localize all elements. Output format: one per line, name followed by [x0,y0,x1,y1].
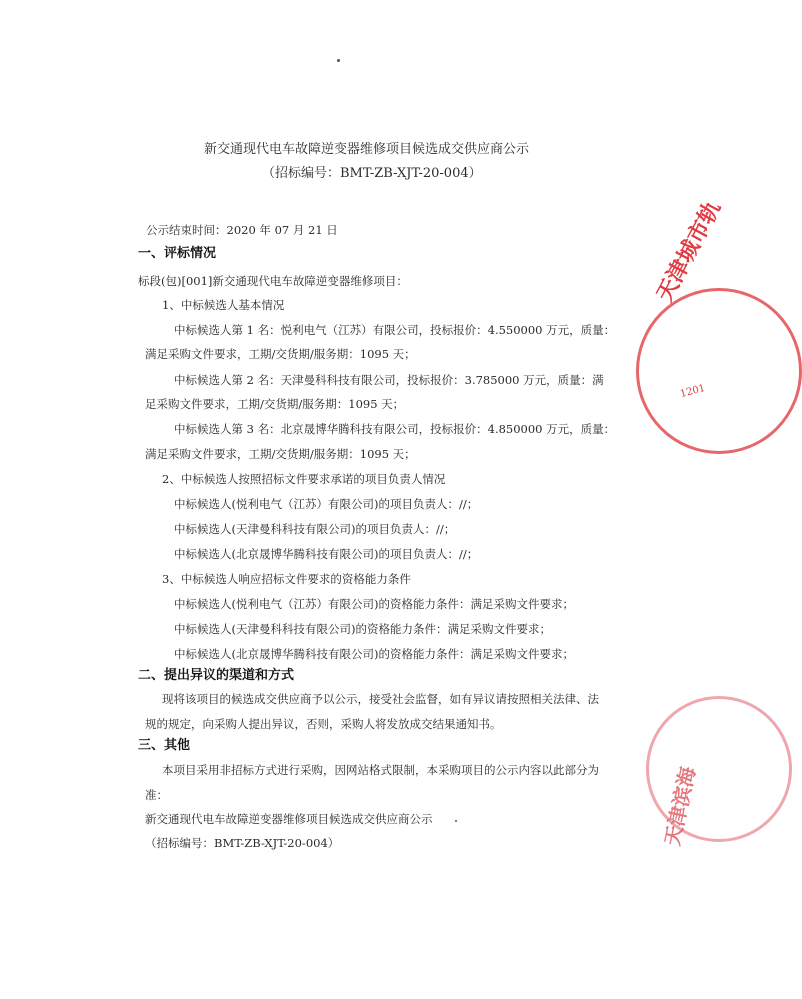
subsection-heading-qualifications: 3、中标候选人响应招标文件要求的资格能力条件 [162,572,411,586]
candidate-3-line-1: 中标候选人第 3 名：北京晟博华腾科技有限公司，投标报价：4.850000 万元，质量： [174,422,616,436]
project-lead-row-1: 中标候选人(悦利电气（江苏）有限公司)的项目负责人：//； [174,497,479,511]
qualification-row-1: 中标候选人(悦利电气（江苏）有限公司)的资格能力条件：满足采购文件要求； [174,597,574,611]
project-lead-row-2: 中标候选人(天津曼科科技有限公司)的项目负责人：//； [174,522,456,536]
bid-number: （招标编号：BMT-ZB-XJT-20-004） [262,166,482,181]
candidate-1-line-1: 中标候选人第 1 名：悦利电气（江苏）有限公司，投标报价：4.550000 万元，质量： [174,323,616,337]
scan-speck [455,820,457,822]
publicity-end-time: 公示结束时间：2020 年 07 月 21 日 [146,223,338,237]
candidate-1-line-2: 满足采购文件要求，工期/交货期/服务期：1095 天； [145,347,416,361]
candidate-2-line-1: 中标候选人第 2 名：天津曼科科技有限公司，投标报价：3.785000 万元，质量：满 [174,373,604,387]
subsection-heading-candidates: 1、中标候选人基本情况 [162,298,285,312]
scan-speck [337,59,340,62]
section-heading-evaluation: 一、评标情况 [138,246,217,261]
lot-line: 标段(包)[001]新交通现代电车故障逆变器维修项目： [138,274,408,288]
document-title: 新交通现代电车故障逆变器维修项目候选成交供应商公示 [204,142,530,157]
qualification-row-3: 中标候选人(北京晟博华腾科技有限公司)的资格能力条件：满足采购文件要求； [174,647,574,661]
candidate-2-line-2: 足采购文件要求，工期/交货期/服务期：1095 天； [145,397,405,411]
footer-bid-number: （招标编号：BMT-ZB-XJT-20-004） [145,836,340,850]
subsection-heading-project-leads: 2、中标候选人按照招标文件要求承诺的项目负责人情况 [162,472,446,486]
objections-paragraph-line-1: 现将该项目的候选成交供应商予以公示，接受社会监督，如有异议请按照相关法律、法 [162,692,599,706]
company-seal-1 [636,288,802,454]
footer-title: 新交通现代电车故障逆变器维修项目候选成交供应商公示 [145,812,433,826]
company-seal-1-number: 1201 [679,382,707,401]
company-seal-2-text: 天津滨海 [659,764,701,848]
project-lead-row-3: 中标候选人(北京晟博华腾科技有限公司)的项目负责人：//； [174,547,479,561]
section-heading-other: 三、其他 [138,738,191,753]
other-paragraph-line-2: 准： [145,788,168,802]
other-paragraph-line-1: 本项目采用非招标方式进行采购，因网站格式限制，本采购项目的公示内容以此部分为 [162,763,599,777]
section-heading-objections: 二、提出异议的渠道和方式 [138,668,295,683]
candidate-3-line-2: 满足采购文件要求，工期/交货期/服务期：1095 天； [145,447,416,461]
company-seal-1-text: 天津城市轨 [651,196,727,307]
qualification-row-2: 中标候选人(天津曼科科技有限公司)的资格能力条件：满足采购文件要求； [174,622,551,636]
objections-paragraph-line-2: 规的规定，向采购人提出异议，否则，采购人将发放成交结果通知书。 [145,717,502,731]
